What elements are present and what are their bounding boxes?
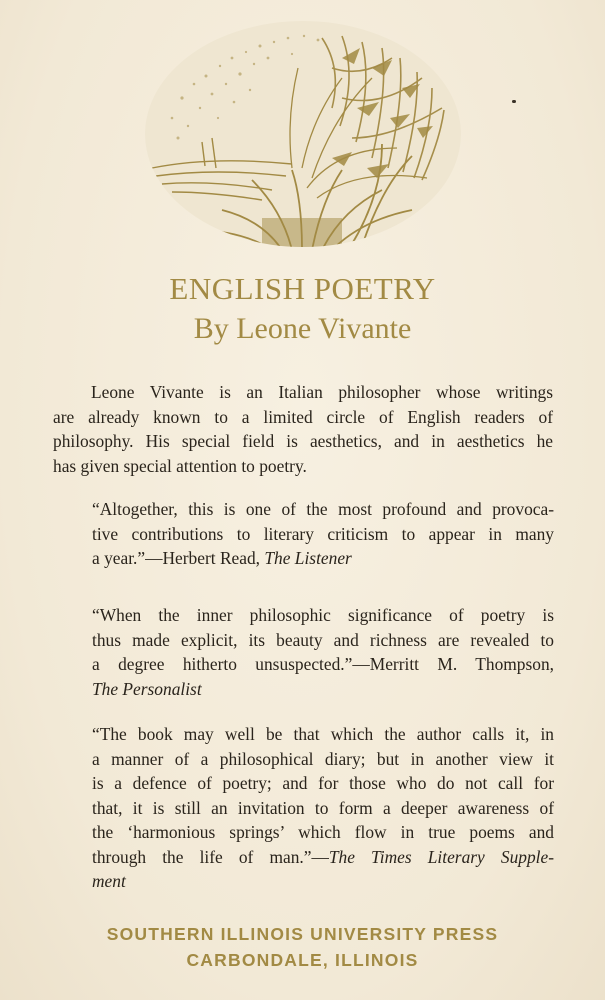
review-quote-1 [92, 497, 554, 571]
quote-line: a degree hitherto unsuspected.”—Merritt M. Thompson, [92, 654, 554, 674]
source-title-cont: ment [92, 871, 126, 891]
review-quote-3 [92, 722, 554, 894]
attribution-text: a year.”—Herbert Read, [92, 548, 265, 568]
attribution-text: through the life of man.”— [92, 846, 329, 867]
quote-attribution [92, 845, 554, 870]
author-byline: By Leone Vivante [193, 312, 412, 345]
intro-line: are already known to a limited circle of English readers of [53, 406, 553, 427]
source-title: The Personalist [92, 678, 202, 699]
review-quote-2 [92, 603, 554, 701]
quote-line: “When the inner philosophic significance of poetry is [92, 605, 554, 625]
quote-line: thus made explicit, its beauty and richness are revealed to [92, 629, 554, 650]
intro-line: Leone Vivante is an Italian philosopher whose writings [91, 382, 553, 402]
landscape-illustration [142, 18, 464, 250]
quote-line: is a defence of poetry; and for those who do not call for [92, 773, 554, 793]
intro-line: philosophy. His special field is aesthetics, and in aesthetics he [53, 431, 553, 451]
quote-line: the ‘harmonious springs’ which flow in true poems and [92, 822, 554, 842]
book-title: ENGLISH POETRY [169, 271, 436, 306]
quote-attribution-cont [92, 869, 554, 894]
intro-line: has given special attention to poetry. [53, 455, 307, 476]
quote-line: “The book may well be that which the author calls it, in [92, 724, 554, 744]
quote-attribution [92, 677, 554, 702]
quote-line: “Altogether, this is one of the most profound and provoca- [92, 499, 554, 519]
quote-line: that, it is still an invitation to form a deeper awareness of [92, 797, 554, 818]
publisher-name: SOUTHERN ILLINOIS UNIVERSITY PRESS [106, 924, 499, 944]
quote-line: tive contributions to literary criticism to appear in many [92, 523, 554, 544]
source-title: The Listener [264, 548, 352, 568]
source-title: The Times Literary Supple- [328, 846, 554, 867]
publisher-location: CARBONDALE, ILLINOIS [186, 950, 419, 970]
intro-paragraph [53, 380, 553, 478]
quote-attribution [92, 546, 554, 571]
quote-line: a manner of a philosophical diary; but in another view it [92, 748, 554, 769]
ink-speck [512, 100, 516, 103]
